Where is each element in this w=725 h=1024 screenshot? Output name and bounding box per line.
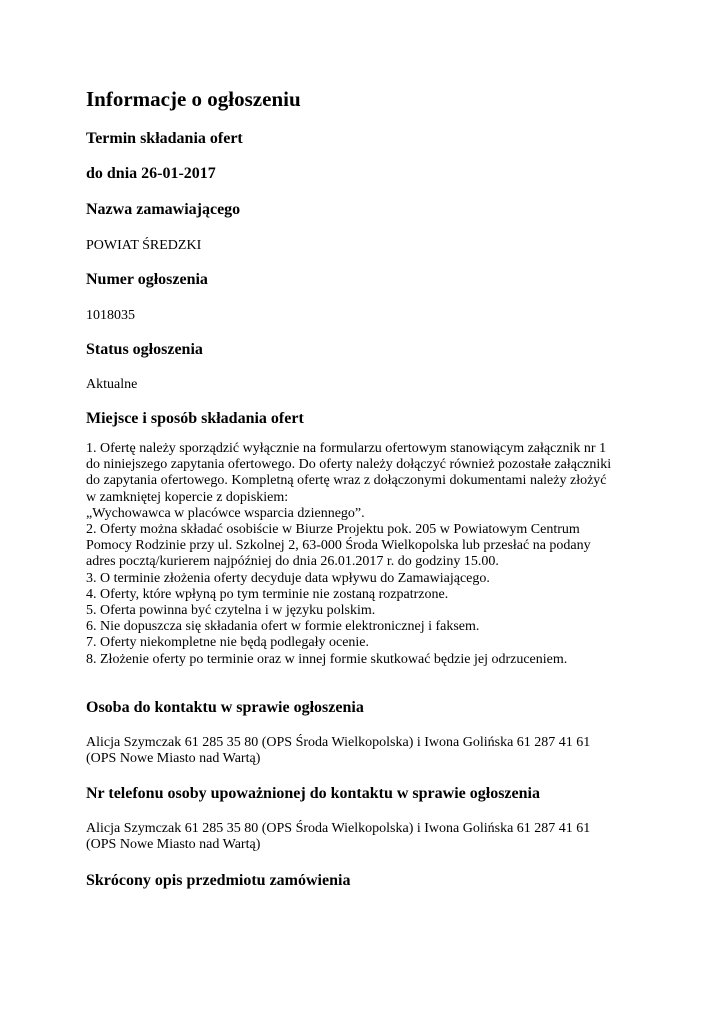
notice-number-value: 1018035 bbox=[86, 308, 135, 323]
submission-heading: Miejsce i sposób składania ofert bbox=[86, 410, 304, 427]
contracting-party-value: POWIAT ŚREDZKI bbox=[86, 238, 202, 253]
submission-line: Pomocy Rodzinie przy ul. Szkolnej 2, 63-000 Środa Wielkopolska lub przesłać na podany bbox=[86, 538, 591, 554]
deadline-heading: Termin składania ofert bbox=[86, 130, 243, 147]
submission-line: adres pocztą/kurierem najpóźniej do dnia 26.01.2017 r. do godziny 15.00. bbox=[86, 554, 499, 570]
deadline-date: do dnia 26-01-2017 bbox=[86, 165, 216, 182]
submission-line: 8. Złożenie oferty po terminie oraz w innej formie skutkować będzie jej odrzuceniem. bbox=[86, 651, 568, 667]
contact-person-line: (OPS Nowe Miasto nad Wartą) bbox=[86, 751, 261, 767]
notice-status-heading: Status ogłoszenia bbox=[86, 341, 203, 358]
contact-person-heading: Osoba do kontaktu w sprawie ogłoszenia bbox=[86, 699, 364, 716]
submission-line: do niniejszego zapytania ofertowego. Do oferty należy dołączyć również pozostałe załączniki bbox=[86, 457, 612, 473]
submission-line: do zapytania ofertowego. Kompletną ofertę wraz z dołączonymi dokumentami należy złożyć bbox=[86, 473, 607, 489]
contact-phone-heading: Nr telefonu osoby upoważnionej do kontaktu w sprawie ogłoszenia bbox=[86, 785, 540, 802]
contact-person-text bbox=[86, 735, 590, 767]
submission-line: 5. Oferta powinna być czytelna i w języku polskim. bbox=[86, 603, 376, 619]
submission-line: 2. Oferty można składać osobiście w Biurze Projektu pok. 205 w Powiatowym Centrum bbox=[86, 522, 580, 538]
submission-line: „Wychowawca w placówce wsparcia dziennego”. bbox=[86, 505, 365, 521]
contact-person-line: Alicja Szymczak 61 285 35 80 (OPS Środa Wielkopolska) i Iwona Golińska 61 287 41 61 bbox=[86, 735, 591, 750]
submission-line: 7. Oferty niekompletne nie będą podlegały ocenie. bbox=[86, 635, 370, 651]
contact-phone-text bbox=[86, 821, 590, 853]
notice-number-heading: Numer ogłoszenia bbox=[86, 271, 208, 288]
submission-line: 1. Ofertę należy sporządzić wyłącznie na formularzu ofertowym stanowiącym załącznik nr 1 bbox=[86, 441, 607, 456]
submission-line: 6. Nie dopuszcza się składania ofert w formie elektronicznej i faksem. bbox=[86, 619, 480, 635]
submission-line: 3. O terminie złożenia oferty decyduje data wpływu do Zamawiającego. bbox=[86, 570, 490, 586]
notice-status-value: Aktualne bbox=[86, 377, 138, 392]
contracting-party-heading: Nazwa zamawiającego bbox=[86, 201, 241, 218]
submission-line: 4. Oferty, które wpłyną po tym terminie nie zostaną rozpatrzone. bbox=[86, 586, 449, 602]
submission-line: w zamkniętej kopercie z dopiskiem: bbox=[86, 489, 289, 505]
page-title: Informacje o ogłoszeniu bbox=[86, 87, 301, 111]
short-description-heading: Skrócony opis przedmiotu zamówienia bbox=[86, 872, 351, 889]
submission-text bbox=[86, 441, 611, 668]
contact-phone-line: Alicja Szymczak 61 285 35 80 (OPS Środa Wielkopolska) i Iwona Golińska 61 287 41 61 bbox=[86, 821, 591, 836]
contact-phone-line: (OPS Nowe Miasto nad Wartą) bbox=[86, 837, 261, 853]
